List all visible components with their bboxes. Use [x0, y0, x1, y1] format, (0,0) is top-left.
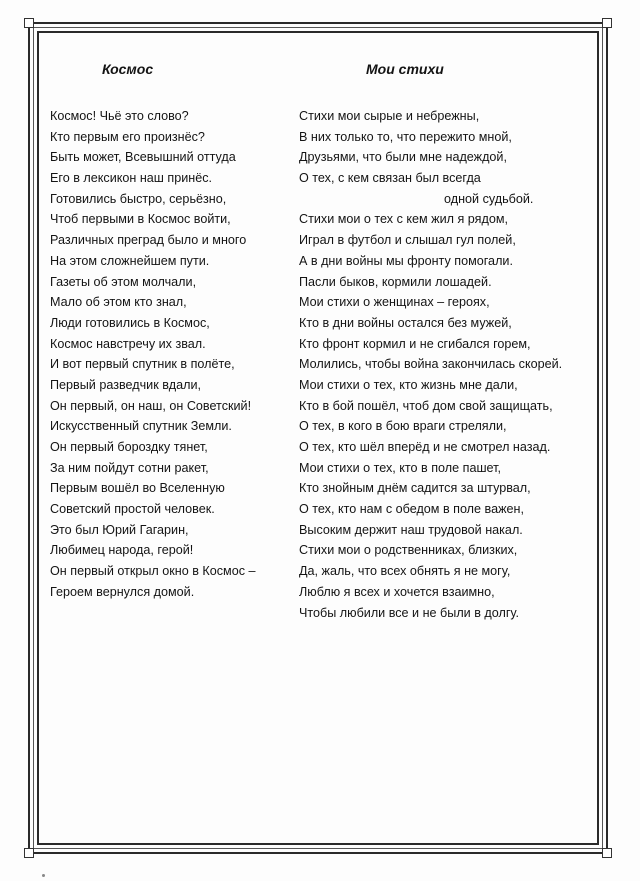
poem-line: Любимец народа, герой!	[50, 543, 194, 558]
poem-line: Мои стихи о женщинах – героях,	[299, 295, 490, 310]
poem-line: Чтобы любили все и не были в долгу.	[299, 605, 519, 620]
border-corner-ornament	[24, 848, 34, 858]
poem-line: А в дни войны мы фронту помогали.	[299, 253, 513, 268]
poem-line: Он первый открыл окно в Космос –	[50, 564, 256, 579]
poem-line: Кто в дни войны остался без мужей,	[299, 315, 512, 330]
poem-line: Играл в футбол и слышал гул полей,	[299, 233, 516, 248]
border-corner-ornament	[602, 848, 612, 858]
poem-line: За ним пойдут сотни ракет,	[50, 460, 209, 475]
poem-line: Он первый, он наш, он Советский!	[50, 398, 252, 413]
poem-line: Люблю я всех и хочется взаимно,	[299, 584, 495, 599]
poem-line: Мои стихи о тех, кто в поле пашет,	[299, 460, 502, 475]
poem-line: Стихи мои о тех с кем жил я рядом,	[299, 212, 509, 227]
poem-line: Различных преград было и много	[50, 233, 247, 248]
poem-line: О тех, кто шёл вперёд и не смотрел назад.	[299, 440, 551, 454]
poem-line: Кто фронт кормил и не сгибался горем,	[299, 336, 531, 351]
poem-line: Стихи мои сырые и небрежны,	[299, 109, 480, 123]
poem-line: Он первый бороздку тянет,	[50, 440, 208, 454]
poem-line: Кто знойным днём садится за штурвал,	[299, 481, 531, 496]
poem-line: О тех, в кого в бою враги стреляли,	[299, 419, 507, 434]
poem-line: И вот первый спутник в полёте,	[50, 357, 235, 372]
poem-line: Кто в бой пошёл, чтоб дом свой защищать,	[299, 398, 553, 413]
poem-line: Советский простой человек.	[50, 502, 215, 517]
poem-line: Искусственный спутник Земли.	[50, 419, 232, 434]
poem-line: Его в лексикон наш принёс.	[50, 171, 213, 186]
poem-line: О тех, с кем связан был всегда	[299, 171, 481, 186]
poem-line: Газеты об этом молчали,	[50, 274, 197, 289]
poem-line: Мои стихи о тех, кто жизнь мне дали,	[299, 377, 518, 392]
poem-moi-stihi-body	[299, 106, 562, 623]
poem-line: Это был Юрий Гагарин,	[50, 522, 189, 537]
poem-line: Готовились быстро, серьёзно,	[50, 191, 227, 206]
poem-line: Пасли быков, кормили лошадей.	[299, 274, 492, 289]
poem-line: О тех, кто нам с обедом в поле важен,	[299, 502, 524, 517]
poem-line: Молились, чтобы война закончилась скорей.	[299, 357, 563, 372]
poem-line: одной судьбой.	[444, 191, 534, 206]
poem-line: На этом сложнейшем пути.	[50, 253, 210, 268]
poem-line: Первый разведчик вдали,	[50, 377, 201, 392]
poem-line: Да, жаль, что всех обнять я не могу,	[299, 564, 511, 579]
poem-line: Кто первым его произнёс?	[50, 129, 205, 144]
poem-kosmos-body	[50, 106, 256, 603]
scan-speck	[42, 874, 45, 877]
poem-line: Космос навстречу их звал.	[50, 336, 206, 351]
poem-line: Друзьями, что были мне надеждой,	[299, 150, 507, 165]
poem-title-moi-stihi: Мои стихи	[366, 61, 444, 77]
poem-line: Космос! Чьё это слово?	[50, 109, 189, 123]
border-corner-ornament	[602, 18, 612, 28]
poem-line: Люди готовились в Космос,	[50, 315, 210, 330]
poem-line: Быть может, Всевышний оттуда	[50, 150, 236, 165]
poem-line: В них только то, что пережито мной,	[299, 129, 512, 144]
poem-title-kosmos: Космос	[102, 61, 154, 77]
poem-line: Первым вошёл во Вселенную	[50, 481, 225, 496]
poem-line: Высоким держит наш трудовой накал.	[299, 522, 523, 537]
poem-line: Стихи мои о родственниках, близких,	[299, 543, 518, 558]
poem-line: Мало об этом кто знал,	[50, 295, 187, 310]
poem-line: Чтоб первыми в Космос войти,	[50, 212, 231, 227]
border-corner-ornament	[24, 18, 34, 28]
poem-line: Героем вернулся домой.	[50, 584, 195, 599]
